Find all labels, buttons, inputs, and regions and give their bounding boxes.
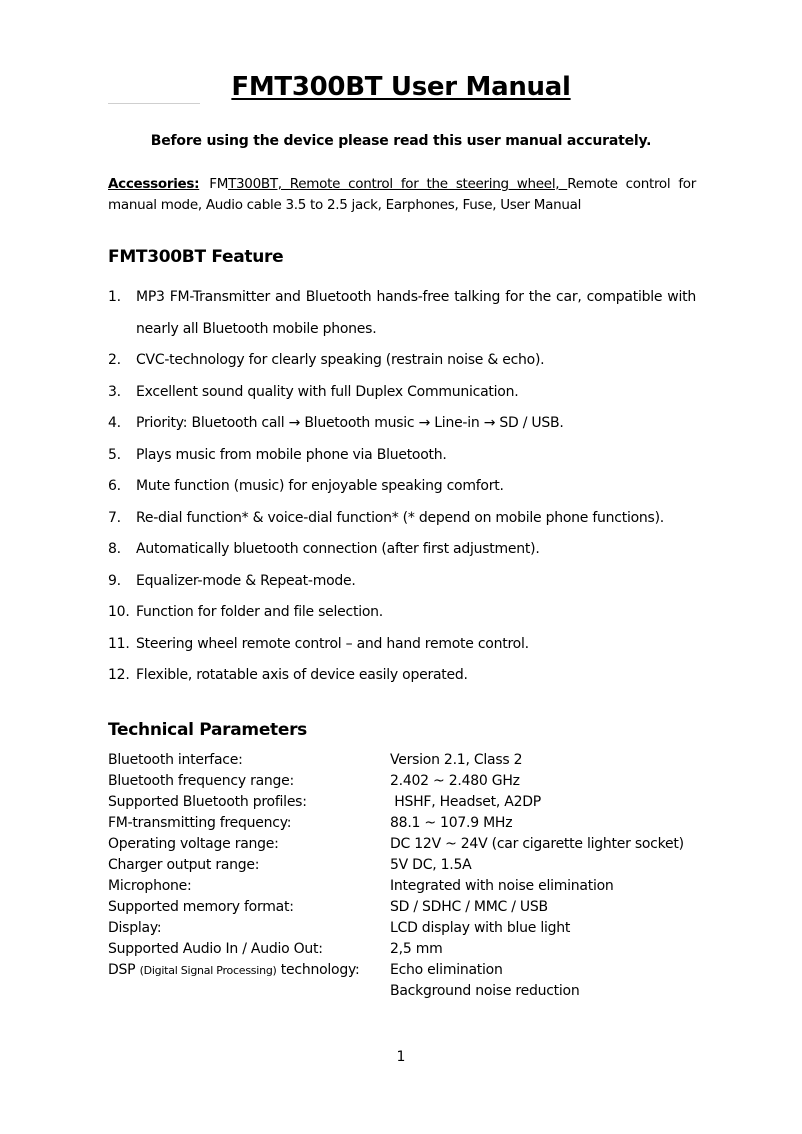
parameter-value: 88.1 ~ 107.9 MHz (390, 815, 513, 831)
list-item (108, 503, 696, 535)
parameter-row-dsp-cont (108, 981, 708, 1002)
parameter-value: SD / SDHC / MMC / USB (390, 899, 548, 915)
parameter-row (108, 750, 708, 771)
accessories-prefix: FM (209, 176, 229, 192)
feature-list (108, 282, 696, 692)
parameter-value: DC 12V ~ 24V (car cigarette lighter socket) (390, 836, 684, 852)
parameter-row (108, 855, 708, 876)
parameter-row (108, 771, 708, 792)
list-number: 7. (108, 509, 121, 526)
parameter-label: Bluetooth frequency range: (108, 773, 295, 789)
dsp-label (108, 960, 359, 981)
feature-heading: FMT300BT Feature (108, 247, 284, 267)
parameter-value: 5V DC, 1.5A (390, 857, 472, 873)
parameter-label: Operating voltage range: (108, 836, 279, 852)
list-item (108, 597, 696, 629)
list-item (108, 282, 696, 345)
list-number: 1. (108, 289, 121, 305)
dsp-value-2: Background noise reduction (390, 983, 580, 999)
page-number: 1 (396, 1049, 406, 1065)
dsp-label-small: (Digital Signal Processing) (139, 964, 277, 977)
list-number: 8. (108, 541, 121, 557)
list-text: Automatically bluetooth connection (after first adjustment). (136, 541, 540, 557)
parameter-row (108, 918, 708, 939)
parameter-row (108, 876, 708, 897)
dsp-value: Echo elimination (390, 962, 503, 978)
parameter-value: 2.402 ~ 2.480 GHz (390, 773, 520, 789)
accessories-underlined: T300BT, Remote control for the steering wheel, (228, 176, 568, 192)
list-text: MP3 FM-Transmitter and Bluetooth hands-free talking for the car, compatible with nearly all Bluetooth mobile phones. (136, 289, 696, 337)
tech-heading: Technical Parameters (108, 720, 308, 740)
list-item (108, 471, 696, 503)
list-item (108, 377, 696, 409)
list-number: 4. (108, 415, 121, 431)
list-text: Mute function (music) for enjoyable speaking comfort. (136, 478, 504, 494)
list-item (108, 534, 696, 566)
parameter-row-dsp (108, 960, 708, 981)
parameter-label: Supported memory format: (108, 899, 294, 915)
header-rule (108, 103, 200, 104)
list-text: CVC-technology for clearly speaking (restrain noise & echo). (136, 352, 545, 368)
parameter-row (108, 897, 708, 918)
parameter-row (108, 792, 708, 813)
parameter-row (108, 813, 708, 834)
list-text: Excellent sound quality with full Duplex Communication. (136, 383, 519, 400)
dsp-label-start: DSP (108, 962, 136, 978)
parameter-label: Charger output range: (108, 857, 260, 873)
parameter-label: Bluetooth interface: (108, 752, 243, 768)
list-text: Re-dial function* & voice-dial function* (* depend on mobile phone functions). (136, 509, 665, 526)
intro-text: Before using the device please read this user manual accurately. (150, 133, 652, 149)
list-number: 12. (108, 667, 130, 683)
list-item (108, 440, 696, 472)
list-number: 9. (108, 572, 121, 589)
accessories-rest: Remote control for manual mode, Audio cable 3.5 to 2.5 jack, Earphones, Fuse, User Manual (108, 176, 696, 213)
list-number: 6. (108, 478, 121, 494)
parameter-row (108, 834, 708, 855)
page-title (0, 72, 802, 102)
list-number: 11. (108, 635, 130, 652)
list-text: Equalizer-mode & Repeat-mode. (136, 572, 356, 589)
title-text: FMT300BT User Manual (231, 72, 571, 102)
parameter-label: Supported Bluetooth profiles: (108, 794, 307, 810)
list-item (108, 629, 696, 661)
list-text: Priority: Bluetooth call → Bluetooth music → Line-in → SD / USB. (136, 415, 564, 431)
parameter-row (108, 939, 708, 960)
list-number: 10. (108, 604, 130, 620)
parameter-table (108, 750, 708, 1002)
accessories-label: Accessories: (108, 176, 200, 192)
parameter-label: Display: (108, 920, 162, 936)
list-number: 5. (108, 446, 121, 463)
parameter-value: 2,5 mm (390, 941, 443, 957)
list-text: Function for folder and file selection. (136, 604, 383, 620)
parameter-value: HSHF, Headset, A2DP (390, 794, 541, 810)
accessories-paragraph (108, 174, 696, 216)
parameter-label: Supported Audio In / Audio Out: (108, 941, 323, 957)
list-text: Flexible, rotatable axis of device easily operated. (136, 667, 468, 683)
list-item (108, 345, 696, 377)
parameter-value: Integrated with noise elimination (390, 878, 614, 894)
parameter-label: Microphone: (108, 878, 192, 894)
list-item (108, 660, 696, 692)
parameter-label: FM-transmitting frequency: (108, 815, 292, 831)
list-item (108, 408, 696, 440)
dsp-label-end: technology: (280, 962, 360, 978)
list-number: 2. (108, 352, 121, 368)
list-number: 3. (108, 383, 121, 400)
list-item (108, 566, 696, 598)
parameter-value: LCD display with blue light (390, 920, 571, 936)
parameter-value: Version 2.1, Class 2 (390, 752, 523, 768)
list-text: Plays music from mobile phone via Bluetooth. (136, 446, 447, 463)
list-text: Steering wheel remote control – and hand remote control. (136, 635, 529, 652)
